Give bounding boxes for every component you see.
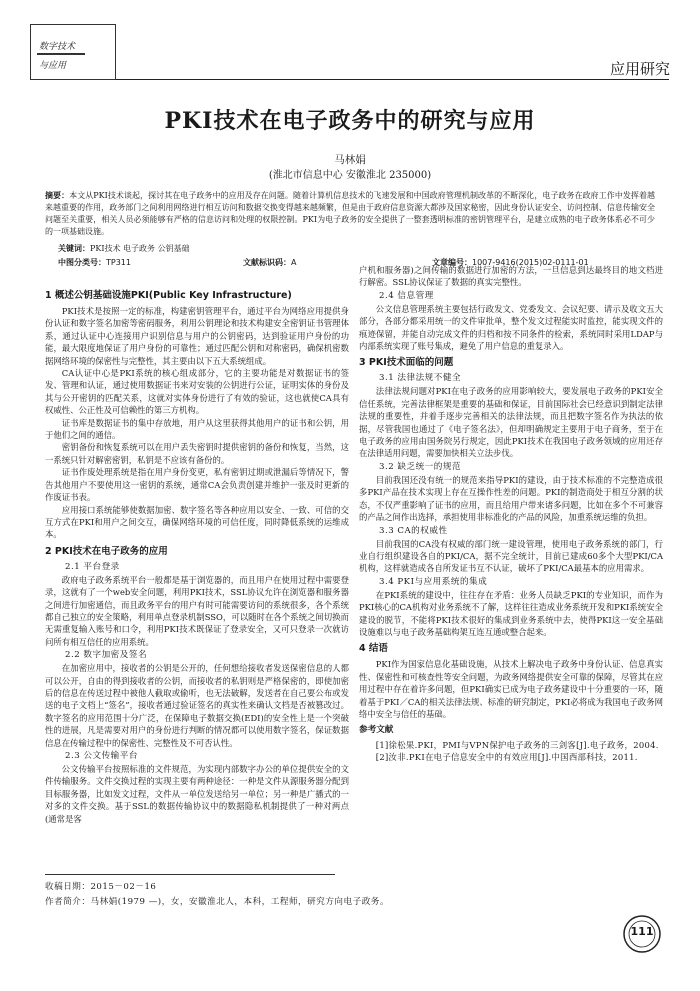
author-affiliation: (淮北市信息中心 安徽淮北 235000) xyxy=(268,170,432,181)
article-value: 1007-9416(2015)02-0111-01 xyxy=(472,258,589,267)
doc-label: 文献标识码： xyxy=(243,258,291,267)
paragraph: 应用接口系统能够使数据加密、数字签名等各种应用以安全、一致、可信的交互方式在PKI和用户之间交互，确保网络环境的可信任度，同时降低系统的运维成本。 xyxy=(45,504,349,540)
section-heading: 2 PKI技术在电子政务的应用 xyxy=(45,545,168,557)
clc-value: TP311 xyxy=(106,258,131,267)
keywords-text: PKI技术 电子政务 公钥基础 xyxy=(90,244,190,253)
author-name: 马林娟 xyxy=(334,154,366,166)
logo-divider xyxy=(37,53,85,55)
paragraph: PKI技术是按照一定的标准，构建密钥管理平台，通过平台为网络应用提供身份认证和数字签名加密等密码服务，利用公钥理论和技术构建安全密钥证书管理体系，通过认证中心连接用户识别信息与用户的公钥密码，达到验证用户身份的功能，最大限度地保证了用户身份的可靠性；通过匹配公钥和对称密码，确保机密数据网络环境的保密性与完整性，其主要由以下五大系统组成。 xyxy=(45,306,349,366)
journal-logo xyxy=(30,24,116,80)
left-column xyxy=(45,285,349,825)
paragraph: PKI作为国家信息化基础设施，从技术上解决电子政务中身份认证、信息真实性、保密性和可核查性等安全问题，为政务网络提供安全可靠的保障，尽管其在应用过程中存在着许多问题，但PKI确实已成为电子政务建设中十分重要的一环，随着基于PKI／CA的相关法律法规、标准的研究制定，PKI必将成为我国电子政务网络中安全与信任的基础。 xyxy=(359,659,663,719)
abstract-label: 摘要： xyxy=(45,191,70,200)
subsection-heading: 2.3 公文传输平台 xyxy=(65,751,138,761)
logo-line1: 数字技术 xyxy=(39,42,76,52)
received-date: 收稿日期：2015－02－16 xyxy=(45,882,157,892)
subsection-heading: 3.4 PKI与应用系统的集成 xyxy=(379,576,488,587)
page-number: 111 xyxy=(630,925,654,938)
section-name: 应用研究 xyxy=(609,60,670,78)
paragraph: 密钥备份和恢复系统可以在用户丢失密钥时提供密钥的备份和恢复，当然，这一系统只针对解密密钥，私钥是不应该有备份的。 xyxy=(45,442,349,465)
keywords xyxy=(58,243,190,254)
footnote-rule xyxy=(45,874,335,875)
header-rule xyxy=(116,79,669,80)
paragraph: 在PKI系统的建设中，往往存在矛盾：业务人员缺乏PKI的专业知识，而作为PKI核心的CA机构对业务系统不了解，这样往往造成业务系统开发和PKI系统安全建设的脱节，不能将PKI技术很好的集成到业务系统中去，使得PKI这一安全基础设施难以与电子政务基础构架互连互通或整合起来。 xyxy=(359,589,663,637)
paragraph: 政府电子政务系统平台一般都是基于浏览器的，而且用户在使用过程中需要登录，这就有了一个web安全问题，利用PKI技术，SSL协议允许在浏览器和服务器之间进行加密通信，而且政务平台的用户有时可能需要访问的系统很多，各个系统都自己独立的安全策略，利用单点登录机制SSO，可以随时在各个系统之间切换而无需重复输入账号和口令，利用PKI技术既保证了登录安全，又可只登录一次就访问所有相互信任的应用系统。 xyxy=(45,574,349,647)
paragraph: 在加密应用中，接收者的公钥是公开的，任何想给接收者发送保密信息的人都可以公开，自由的得到接收者的公钥，而接收者的私钥则是严格保密的，即使加密后的信息在传送过程中被他人截取或偷听，也无法破解，发送者在自己要公布或发送的电子文档上“签名”，接收者通过验证签名的真实性来确认文档是否被篡改过。数字签名的应用范围十分广泛，在保障电子数据交换(EDI)的安全性上是一个突破性的进展，凡是需要对用户的身份进行判断的情况都可以使用数字签名，保证数据信息在传输过程中的保密性、完整性及不可否认性。 xyxy=(45,663,349,748)
subsection-heading: 2.1 平台登录 xyxy=(65,561,120,572)
paragraph: 目前我国的CA没有权威的部门统一建设管理，使用电子政务系统的部门，行业自行组织建设各自的PKI/CA，据不完全统计，目前已建成60多个大型PKI/CA机构，这样就造成各自所发证书互不认证，破坏了PKI/CA最基本的应用需求。 xyxy=(359,538,663,574)
paragraph: 户机和服务器)之间传输的数据进行加密的方法，一旦信息到达最终目的地文档进行解密。SSL协议保证了数据的真实完整性。 xyxy=(359,265,663,288)
references-heading: 参考文献 xyxy=(359,725,394,736)
author-bio: 作者简介：马林娟(1979 —)，女，安徽淮北人，本科，工程师，研究方向电子政务。 xyxy=(45,897,389,907)
paper-title: PKI技术在电子政务中的研究与应用 xyxy=(164,108,536,134)
paragraph: 法律法规问题对PKI在电子政务的应用影响较大，要发展电子政务的PKI安全信任系统，完善法律框架是重要的基础和保证，目前国际社会已经意识到制定法律法规的重要性，并着手逐步完善相关的法律法规，而且把数字签名作为执法的依据，尽管我国也通过了《电子签名法》，但却明确规定主要用于电子商务，至于在电子政务的应用由国务院另行规定，因此PKI技术在我国电子政务领域的应用还存在法律适用问题，需要加快相关立法步伐。 xyxy=(359,386,663,459)
subsection-heading: 3.2 缺乏统一的规范 xyxy=(379,461,462,472)
right-column xyxy=(359,264,663,764)
doc-code xyxy=(243,257,296,268)
clc-number xyxy=(58,257,131,268)
subsection-heading: 2.2 数字加密及签名 xyxy=(65,650,148,661)
clc-label: 中图分类号： xyxy=(58,258,106,267)
abstract-text: 本文从PKI技术谈起，探讨其在电子政务中的应用及存在问题。随着计算机信息技术的飞速发展和中国政府管理机制改革的不断深化，电子政务在政府工作中发挥着越来越重要的作用，政务部门之间利用网络进行相互访问和数据交换变得越来越频繁，但是由于政府信息资源大都涉及国家秘密，因此身份认证安全、访问控制、信息传输安全问题至关重要，相关人员必须能够有严格的信息访问和处理的权限控制。PKI为电子政务的安全提供了一整套透明标准的密钥管理平台，是建立成熟的电子政务体系必不可少的一项基础设施。 xyxy=(45,191,656,236)
section-heading: 1 概述公钥基础设施PKI(Public Key Infrastructure) xyxy=(45,290,292,301)
keywords-label: 关键词： xyxy=(58,244,90,253)
abstract xyxy=(45,190,655,238)
subsection-heading: 3.3 CA的权威性 xyxy=(379,525,448,536)
subsection-heading: 2.4 信息管理 xyxy=(379,290,434,301)
paragraph: 证书库是数据证书的集中存放地，用户从这里获得其他用户的证书和公钥，用于他们之间的通信。 xyxy=(45,417,349,441)
logo-line2: 与应用 xyxy=(39,61,67,71)
doc-value: A xyxy=(291,258,297,267)
paragraph: 证书作废处理系统是指在用户身份变更，私有密钥过期或泄漏后等情况下，警告其他用户不要使用这一密钥的系统，通常CA会负责创建并维护一张及时更新的作废证书表。 xyxy=(45,467,349,503)
reference-item: [2]汝非.PKI在电子信息安全中的有效应用[J].中国西部科技，2011. xyxy=(375,752,638,763)
section-heading: 4 结语 xyxy=(359,643,388,655)
article-label: 文章编号： xyxy=(432,258,472,267)
paragraph: CA认证中心是PKI系统的核心组成部分，它的主要功能是对数据证书的签发、管理和认证，通过使用数据证书来对安装的公钥进行公证，证明实体的身份及其与公开密钥的匹配关系，这就对实体身份进行了有效的验证，这也就使CA具有权威性、公正性及可信赖性的第三方机构。 xyxy=(45,368,349,416)
paragraph: 公文信息管理系统主要包括行政发文、党委发文、会议纪要、请示及收文五大部分，各部分都采用统一的文件审批单，整个发文过程能实时监控，能实现文件的痕迹保留，并能自动完成文件的归档和按不同条件的检索，系统同时采用LDAP与内部系统实现了账号集成，避免了用户信息的重复录入。 xyxy=(359,303,663,352)
reference-item: [1]徐松果.PKI，PMI与VPN保护电子政务的三剑客[J].电子政务，2004. xyxy=(375,739,659,750)
paragraph: 目前我国还没有统一的规范来指导PKI的建设，由于技术标准的不完整造成很多PKI产品在技术实现上存在互操作性差的问题。PKI的制造商处于相互分割的状态，不仅严重影响了证书的应用，而且给用户带来诸多问题，比如在多个不可兼容的产品之间作出选择，承担使用非标准化的产品的风险，加重系统运维的负担。 xyxy=(359,474,663,523)
paragraph: 公文传输平台按照标准的文件规范，为实现内部数字办公的单位提供安全的文件传输服务。文件交换过程的实现主要有两种途径：一种是文件从源服务器分配到目标服务器，比如发文过程，文件从一单位发送给另一单位；另一种是广播式的一对多的文件交换。基于SSL的数据传输协议中的数据隐私机制提供了一种对两点(通常是客 xyxy=(45,764,349,824)
subsection-heading: 3.1 法律法规不健全 xyxy=(379,373,462,384)
section-heading: 3 PKI技术面临的问题 xyxy=(359,357,454,369)
